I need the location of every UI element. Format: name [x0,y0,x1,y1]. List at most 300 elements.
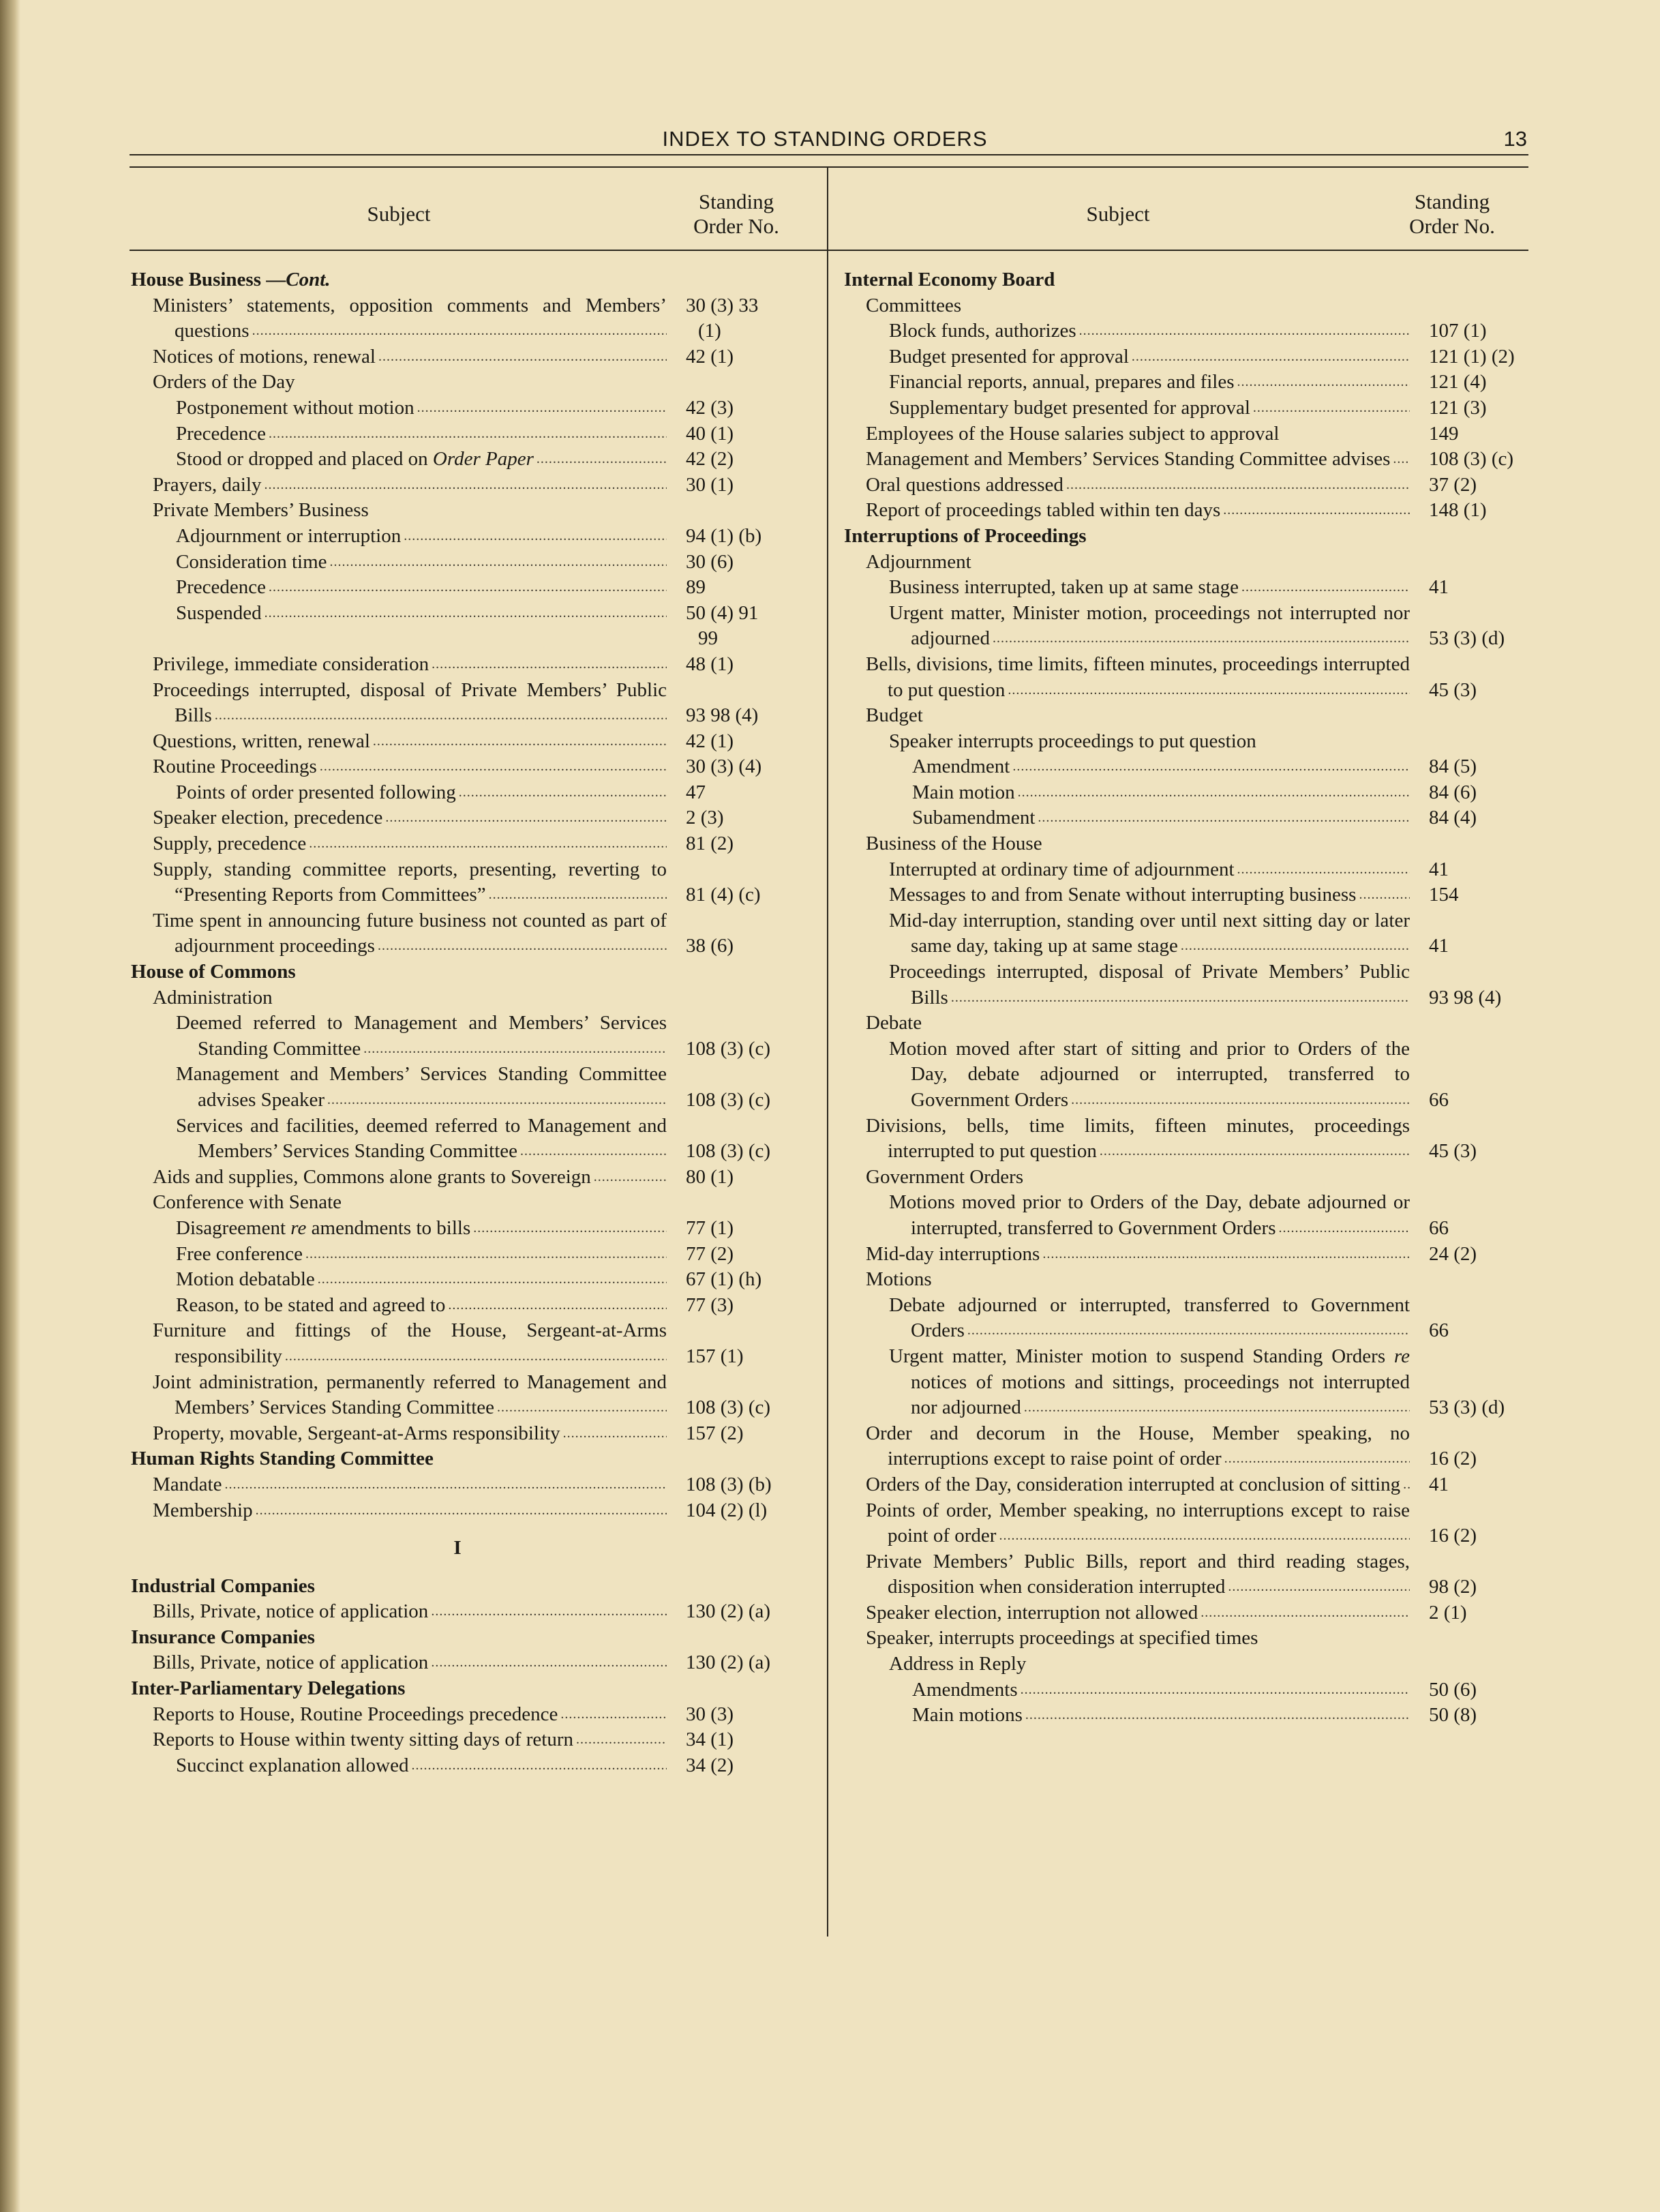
left-index-column [131,267,784,1778]
subject-text: Budget presented for approval [889,345,1129,368]
index-entry [131,1267,784,1293]
entry-subject [131,1677,408,1699]
subject-text: Property, movable, Sergeant-at-Arms responsibility [153,1422,560,1444]
standing-order-reference [1410,1242,1527,1268]
entry-subject [866,1627,1261,1649]
index-entry [844,882,1527,908]
index-entry [844,1344,1527,1421]
reference-number: 98 (2) [1429,1576,1477,1598]
index-entry [844,703,1527,729]
reference-number: 77 (1) [686,1216,734,1239]
reference-number: 84 (5) [1429,756,1477,778]
entry-subject [153,371,298,393]
reference-number: 81 (2) [686,833,734,855]
subject-text: Speaker election, interruption not allowed [866,1601,1198,1624]
reference-number: 121 (3) [1429,396,1487,419]
reference-number: 30 (3) 33 [686,294,759,316]
index-entry [131,754,784,780]
standing-order-reference [1410,678,1527,704]
entry-subject [176,576,269,598]
index-entry [844,1267,1527,1293]
index-entry [131,1599,784,1625]
subject-text: Proceedings interrupted, disposal of Private Members’ Public Bills [889,961,1410,1008]
entry-subject [866,551,974,573]
standing-order-reference [1410,1139,1527,1165]
entry-subject [844,269,1057,290]
reference-number-continued: 99 [698,627,718,650]
standing-order-reference [1410,1677,1527,1703]
reference-number: 48 (1) [686,653,734,675]
header-rule-bottom [130,166,1528,168]
index-entry [131,1650,784,1676]
index-entry [131,1011,784,1062]
subject-text: Disagreement [176,1216,291,1239]
entry-subject [866,474,1066,496]
standing-order-reference [1410,1703,1527,1729]
entry-subject [889,576,1241,598]
entry-subject [176,1294,448,1316]
index-entry [844,1293,1527,1344]
index-entry [131,678,784,729]
subject-text: Interruptions of Proceedings [844,524,1087,547]
index-entry [131,1370,784,1421]
index-entry [131,1062,784,1113]
subject-text: Bills, Private, notice of application [153,1651,429,1674]
entry-subject [866,1551,1410,1598]
index-entry [131,652,784,678]
subject-text: House of Commons [131,961,296,983]
standing-order-reference [1410,318,1527,344]
index-entry [844,1242,1527,1268]
entry-subject [153,679,667,727]
reference-number: 108 (3) (c) [686,1089,771,1111]
index-entry [844,1114,1527,1165]
entry-subject [889,1038,1410,1111]
entry-subject [131,1575,318,1597]
reference-number: 42 (1) [686,730,734,752]
index-entry [844,1498,1527,1549]
subject-text: Notices of motions, renewal [153,345,376,368]
index-entry [131,1421,784,1447]
subject-text: Proceedings interrupted, disposal of Private Members’ Public Bills [153,678,667,727]
entry-subject [889,858,1237,880]
subject-text: Privilege, immediate consideration [153,653,429,675]
reference-number: 42 (3) [686,396,734,419]
index-entry [131,395,784,421]
subject-text: Stood or dropped and placed on [176,448,433,470]
standing-order-reference [1410,626,1527,652]
index-entry [131,805,784,831]
entry-subject [889,730,1259,752]
entry-subject [866,1422,1410,1470]
reference-number: 16 (2) [1429,1525,1477,1547]
reference-number: 94 (1) (b) [686,524,762,547]
subject-text: Urgent matter, Minister motion, proceedings not interrupted nor adjourned [889,601,1410,650]
order-header-line1: Standing [698,190,774,213]
entry-subject [153,1191,344,1213]
entry-subject [912,807,1038,828]
reference-number: 2 (3) [686,807,724,829]
standing-order-reference [667,1267,784,1293]
index-heading [131,959,784,985]
reference-number: 77 (2) [686,1242,734,1265]
standing-order-reference [1410,1574,1527,1600]
standing-order-reference [667,1036,784,1062]
standing-order-reference [1410,395,1527,421]
subject-text: Inter-Parliamentary Delegations [131,1677,406,1700]
subject-text: Mid-day interruptions [866,1242,1040,1265]
subject-italic-text: Order Paper [432,448,534,470]
standing-order-reference [667,293,784,344]
entry-subject [889,602,1410,650]
subject-text: Interrupted at ordinary time of adjournment [889,858,1235,880]
subject-text: Reason, to be stated and agreed to [176,1294,446,1316]
reference-number: 80 (1) [686,1165,734,1188]
subject-text: Ministers’ statements, opposition comments and Members’ questions [153,294,667,342]
entry-subject [176,448,537,470]
standing-order-reference [1410,805,1527,831]
standing-order-reference [667,805,784,831]
reference-number: 84 (4) [1429,807,1477,829]
standing-order-reference [667,882,784,908]
standing-order-reference [667,1216,784,1242]
subject-text: Order and decorum in the House, Member speaking, no interruptions except to raise point of order [866,1422,1410,1470]
entry-subject [912,1679,1021,1701]
index-entry [844,1651,1527,1677]
index-entry [844,831,1527,857]
standing-order-reference [1410,575,1527,601]
entry-subject [866,499,1223,521]
index-entry [844,601,1527,652]
standing-order-reference [667,1088,784,1114]
index-entry [844,498,1527,524]
running-title: INDEX TO STANDING ORDERS [662,127,988,151]
reference-number: 108 (3) (b) [686,1473,772,1495]
entry-subject [176,423,269,445]
subject-text: Bills, Private, notice of application [153,1600,429,1623]
reference-number-continued: (1) [698,320,721,342]
standing-order-reference [667,1753,784,1779]
index-entry [844,370,1527,395]
index-entry [844,293,1527,319]
index-entry [131,524,784,550]
reference-number: 108 (3) (c) [686,1037,771,1060]
subject-text: Main motions [912,1704,1023,1727]
standing-order-reference [1410,1088,1527,1114]
entry-subject [889,1653,1029,1675]
reference-number: 81 (4) (c) [686,884,761,906]
index-entry [844,1600,1527,1626]
entry-subject [153,295,667,342]
entry-subject [153,1474,224,1495]
entry-subject [866,423,1282,445]
entry-subject [153,1651,431,1673]
entry-subject [153,474,264,496]
index-heading [131,267,784,293]
left-subject-header: Subject [367,202,431,226]
subject-text: Government Orders [866,1165,1024,1188]
entry-subject [131,1448,436,1469]
index-entry [844,473,1527,498]
reference-number: 149 [1429,422,1459,445]
entry-subject [176,1754,411,1776]
subject-text: Points of order, Member speaking, no interruptions except to raise point of order [866,1499,1410,1547]
index-entry [844,1421,1527,1472]
subject-text: Orders of the Day, consideration interrupted at conclusion of sitting [866,1473,1401,1495]
reference-number: 42 (1) [686,345,734,368]
reference-number: 108 (3) (c) [686,1396,771,1419]
order-header-line2: Order No. [1409,214,1495,238]
index-entry [844,344,1527,370]
entry-subject [153,1422,563,1444]
entry-subject [153,910,667,957]
reference-number: 66 [1429,1216,1449,1239]
standing-order-reference [667,601,784,652]
index-entry [131,1318,784,1369]
index-entry [844,395,1527,421]
entry-subject [889,910,1410,957]
index-entry [844,754,1527,780]
subject-text: Insurance Companies [131,1626,315,1648]
standing-order-reference [667,1472,784,1498]
index-entry [131,1727,784,1753]
section-letter [131,1536,784,1561]
subject-text: Subamendment [912,807,1036,829]
reference-number: 53 (3) (d) [1429,627,1505,650]
reference-number: 41 [1429,858,1449,880]
index-entry [131,498,784,524]
index-entry [131,575,784,601]
entry-subject [176,397,417,419]
entry-subject [176,602,265,624]
entry-subject [131,269,333,290]
reference-number: 2 (1) [1429,1601,1467,1624]
subject-italic-text: Cont. [286,269,331,290]
standing-order-reference [667,703,784,729]
index-entry [844,959,1527,1011]
subject-text: Adjournment or interruption [176,524,402,547]
standing-order-reference [667,421,784,447]
subject-text: Reports to House within twenty sitting days of return [153,1729,573,1751]
subject-text: Orders of the Day [153,371,295,393]
entry-subject [889,1191,1410,1239]
subject-text: Conference with Senate [153,1191,342,1214]
standing-order-reference [667,1599,784,1625]
reference-number: 40 (1) [686,422,734,445]
subject-text: Adjournment [866,550,971,573]
reference-number: 30 (3) [686,1703,734,1725]
standing-order-reference [667,395,784,421]
reference-number: 30 (3) (4) [686,756,762,778]
index-entry [131,1242,784,1268]
entry-subject [153,987,275,1008]
right-subject-header: Subject [1086,202,1150,226]
standing-order-reference [1410,473,1527,498]
reference-number: 45 (3) [1429,1140,1477,1163]
index-entry [131,831,784,857]
subject-text: Consideration time [176,550,327,573]
subject-text: Debate adjourned or interrupted, transferred to Government Orders [889,1294,1410,1342]
section-spacer [131,1523,784,1536]
index-entry [844,318,1527,344]
standing-order-reference [1410,370,1527,395]
subject-text: Management and Members’ Services Standing Committee advises Speaker [176,1063,667,1111]
index-entry [844,805,1527,831]
standing-order-reference [667,473,784,498]
index-entry [131,1498,784,1524]
subject-text: Succinct explanation allowed [176,1754,409,1776]
subject-text: Services and facilities, deemed referred to Management and Members’ Services Standing Committee [176,1114,667,1163]
index-entry [844,1190,1527,1241]
index-heading [844,524,1527,550]
subject-text: Motion moved after start of sitting and prior to Orders of the Day, debate adjourned or interrupted, transferred to Government Orders [889,1037,1410,1111]
entry-subject [153,1703,560,1725]
entry-subject [866,1012,924,1034]
subject-text: Membership [153,1499,253,1521]
index-heading [131,1676,784,1702]
entry-subject [153,653,432,675]
entry-subject [889,1345,1410,1418]
reference-number: 30 (1) [686,473,734,496]
entry-subject [153,730,373,752]
index-entry [844,1703,1527,1729]
index-entry [131,1165,784,1191]
standing-order-reference [1410,857,1527,883]
index-entry [844,729,1527,755]
subject-text: Questions, written, renewal [153,730,370,752]
standing-order-reference [1410,1446,1527,1472]
entry-subject [889,884,1359,906]
subject-text: Precedence [176,422,267,445]
reference-number: 50 (4) 91 [686,601,759,624]
subject-text: Amendments [912,1678,1018,1701]
subject-text: Mandate [153,1473,222,1495]
reference-number: 47 [686,781,706,803]
subject-text: Reports to House, Routine Proceedings precedence [153,1703,558,1725]
entry-subject [889,397,1253,419]
index-entry [131,1216,784,1242]
subject-text: Employees of the House salaries subject to approval [866,422,1280,445]
entry-subject [866,1499,1410,1547]
entry-subject [176,1268,318,1290]
standing-order-reference [667,754,784,780]
subject-text: Budget [866,704,923,727]
entry-subject [153,1600,431,1622]
subject-text: Report of proceedings tabled within ten days [866,499,1221,522]
reference-number: 121 (1) (2) [1429,345,1515,368]
standing-order-reference [1410,1472,1527,1498]
order-header-line2: Order No. [693,214,779,238]
standing-order-reference [1410,344,1527,370]
standing-order-reference [667,1650,784,1676]
entry-subject [131,961,299,983]
entry-subject [153,1371,667,1419]
index-entry [131,857,784,908]
entry-subject [153,858,667,906]
subject-text: Business interrupted, taken up at same stage [889,576,1239,599]
index-entry [844,575,1527,601]
column-divider [827,166,828,1937]
standing-order-reference [667,1421,784,1447]
index-entry [131,1472,784,1498]
standing-order-reference [667,575,784,601]
subject-text: Main motion [912,781,1015,803]
standing-order-reference [667,524,784,550]
entry-subject [866,1602,1201,1624]
subject-italic-text: re [290,1216,307,1239]
entry-subject [176,1115,667,1163]
subject-text: Deemed referred to Management and Members’ Services Standing Committee [176,1012,667,1060]
index-entry [844,857,1527,883]
reference-number: 37 (2) [1429,473,1477,496]
reference-number: 93 98 (4) [1429,986,1502,1008]
subject-text: Speaker election, precedence [153,807,383,829]
entry-subject [176,551,330,573]
subject-text: House Business — [131,269,286,290]
subject-text: Oral questions addressed [866,473,1063,496]
index-entry [844,1036,1527,1114]
index-entry [131,780,784,806]
subject-text: Speaker, interrupts proceedings at specified times [866,1627,1258,1649]
standing-order-reference [667,344,784,370]
entry-subject [176,1217,473,1239]
page-number: 13 [1503,127,1527,151]
subject-text: Private Members’ Public Bills, report and third reading stages, disposition when consideration interrupted [866,1550,1410,1598]
entry-subject [176,781,459,803]
entry-subject [153,1499,256,1521]
standing-order-reference [667,933,784,959]
right-index-column [844,267,1527,1729]
left-order-header [668,190,804,239]
standing-order-reference [667,1139,784,1165]
standing-order-reference [1410,754,1527,780]
reference-number: 84 (6) [1429,781,1477,803]
index-entry [131,1190,784,1216]
index-heading [131,1574,784,1600]
standing-order-reference [667,652,784,678]
entry-subject [889,320,1079,342]
index-entry [844,1677,1527,1703]
section-letter-label: I [453,1537,462,1559]
entry-subject [153,756,320,777]
standing-order-reference [1410,1395,1527,1421]
subject-text: Motion debatable [176,1268,315,1291]
index-entry [131,550,784,576]
reference-number: 38 (6) [686,935,734,957]
subject-text: Motions moved prior to Orders of the Day, debate adjourned or interrupted, transferred to Government Orders [889,1191,1410,1239]
subject-text: Financial reports, annual, prepares and files [889,371,1235,393]
order-header-line1: Standing [1414,190,1490,213]
index-entry [844,1011,1527,1036]
header-rule-top [130,154,1528,155]
subject-text: Bells, divisions, time limits, fifteen minutes, proceedings interrupted to put question [866,653,1410,701]
standing-order-reference [1410,1318,1527,1344]
section-spacer [131,1561,784,1574]
index-entry [131,729,784,755]
standing-order-reference [667,1727,784,1753]
index-entry [844,1626,1527,1651]
entry-subject [153,807,385,828]
entry-subject [153,1319,667,1367]
index-entry [844,1165,1527,1191]
reference-number: 53 (3) (d) [1429,1396,1505,1419]
standing-order-reference [667,1395,784,1421]
reference-number: 66 [1429,1319,1449,1342]
index-entry [844,447,1527,473]
subject-text: Postponement without motion [176,396,414,419]
index-entry [131,1114,784,1165]
reference-number: 30 (6) [686,550,734,573]
